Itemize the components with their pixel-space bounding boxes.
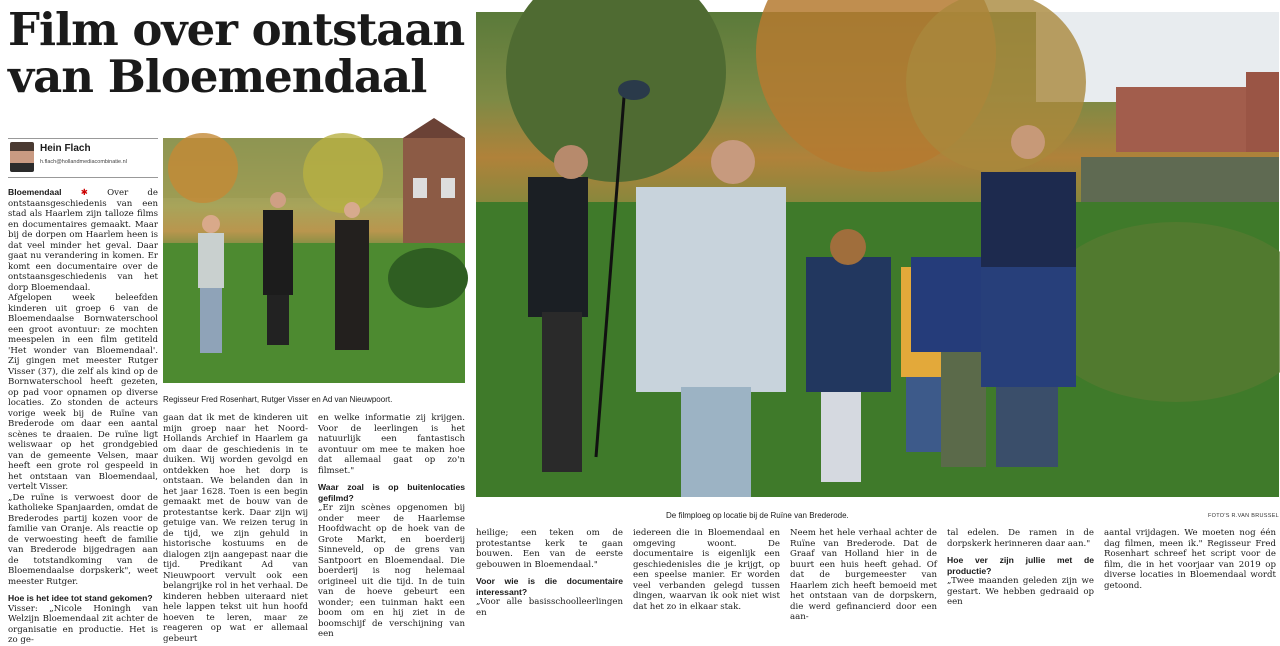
paragraph: en welke informatie zij krijgen. Voor de leerlingen is het natuurlijk een fantastisch avontuur om mee te maken hoe dat allemaal gaat op zo'n filmset." xyxy=(318,413,465,476)
article-column-3 xyxy=(318,413,465,639)
photo-caption-large: De filmploeg op locatie bij de Ruïne van Brederode. xyxy=(666,511,849,520)
author-email[interactable]: h.flach@hollandmediacombinatie.nl xyxy=(40,159,127,165)
article-column-1 xyxy=(8,187,158,645)
author-name: Hein Flach xyxy=(40,143,91,154)
paragraph: aantal vrijdagen. We moeten nog één dag filmen, meen ik." Regisseur Fred Rosenhart schreef het script voor de film, die in het voorjaar van 2019 op diverse locaties in Bloemendaal wordt getoond. xyxy=(1104,528,1276,591)
article-column-4 xyxy=(476,528,623,618)
paragraph: „De ruïne is verwoest door de katholieke Spanjaarden, omdat de Brederodes partij kozen voor de familie van Oranje. Als reactie op de verwoesting heeft de familie van Brederode bijgedragen aan de totstandkoming van de Bloemendaalse dorpskerk", weet meester Rutger. xyxy=(8,492,158,587)
paragraph: Over de ontstaansgeschiedenis van een stad als Haarlem zijn talloze films en documentaires gemaakt. Maar bij de dorpen om Haarlem heen is dat veel minder het geval. Daar gaat nu verandering in komen. Er komt een documentaire over de ontstaansgeschiedenis van het dorp Bloemendaal. xyxy=(8,188,158,293)
photo-director-teacher-pastor xyxy=(163,138,465,383)
article-column-5 xyxy=(633,528,780,612)
photo-caption-small: Regisseur Fred Rosenhart, Rutger Visser en Ad van Nieuwpoort. xyxy=(163,395,393,404)
paragraph: heilige; een teken om de protestantse kerk te gaan bouwen. Een van de eerste gebouwen in Bloemendaal." xyxy=(476,528,623,570)
interview-question: Waar zoal is op buitenlocaties gefilmd? xyxy=(318,482,465,503)
byline xyxy=(8,138,158,178)
article-column-8 xyxy=(1104,528,1276,609)
article-column-7 xyxy=(947,528,1094,609)
paragraph: tal edelen. De ramen in de dorpskerk herinneren daar aan." xyxy=(947,528,1094,549)
avatar xyxy=(10,142,34,172)
interview-question: Hoe is het idee tot stand gekomen? xyxy=(8,593,153,603)
interview-question: Voor wie is die documentaire interessant? xyxy=(476,576,623,597)
photo-illustration xyxy=(476,12,1279,497)
paragraph: Neem het hele verhaal achter de Ruïne van Brederode. Dat de Graaf van Holland hier in de buurt een huis heeft gehad. Of dat de burgemeester van Haarlem zich heeft bemoeid met het ontstaan van de dorpskern, die werd gefinancierd door een aan- xyxy=(790,528,937,622)
paragraph: Visser: „Nicole Honingh van Welzijn Bloemendaal zit achter de organisatie en productie. Het is zo ge- xyxy=(8,603,158,645)
paragraph: Afgelopen week beleefden kinderen uit groep 6 van de Bloemendaalse Bornwaterschool een groot avontuur: ze mochten meespelen in een film getiteld 'Het wonder van Bloemendaal'. Zij gingen met meester Rutger Visser (37), die zelf als kind op de Bornwaterschool heeft gezeten, op pad voor opnamen op diverse locaties. Zo stonden de acteurs vorige week bij de Ruïne van Brederode om daar een aantal scènes te draaien. De ruïne ligt weliswaar op het grondgebied van de gemeente Velsen, maar heeft een grote rol gespeeld in het ontstaan van Bloemendaal, vertelt Visser. xyxy=(8,293,158,492)
photo-credit: FOTO'S R.VAN BRUSSEL xyxy=(1208,513,1280,519)
paragraph: „Voor alle basisschoolleerlingen en xyxy=(476,597,623,618)
article-column-2 xyxy=(163,413,308,644)
paragraph: gaan dat ik met de kinderen uit mijn groep naar het Noord-Hollands Archief in Haarlem ga om daar de geschiedenis in te duiken. Wij worden gevolgd en ontdekken hoe het dorp is ontstaan. We belanden dan in het jaar 1628. Toen is een begin gemaakt met de bouw van de protestantse kerk. Daar zijn wij getuige van. We reizen terug in de tijd, we zijn gehuld in historische kostuums en de dialogen zijn aangepast naar die tijd. Predikant Ad van Nieuwpoort vervult ook een belangrijke rol in het verhaal. De kinderen hebben uiteraard niet hele lappen tekst uit hun hoofd hoeven te leren, maar ze reageren op wat er allemaal gebeurt xyxy=(163,413,308,644)
paragraph: „Er zijn scènes opgenomen bij onder meer de Haarlemse Hoofdwacht op de hoek van de Grote Markt, en boerderij Sinneveld, op de grens van Santpoort en Bloemendaal. Die boerderij is nog helemaal origineel uit die tijd. In de tuin van de hoeve gebeurt een wonder; een tuinman hakt een boom om en hij ziet in de boomschijf de verschijning van een xyxy=(318,503,465,639)
paragraph: „Twee maanden geleden zijn we gestart. We hebben gedraaid op een xyxy=(947,576,1094,607)
paragraph: iedereen die in Bloemendaal en omgeving woont. De documentaire is eigenlijk een geschiedenisles die je krijgt, op een speelse manier. Er worden veel verbanden gelegd tussen dingen, waarvan ik ook niet wist dat het zo in elkaar stak. xyxy=(633,528,780,612)
interview-question: Hoe ver zijn jullie met de productie? xyxy=(947,555,1094,576)
photo-film-crew-ruin xyxy=(476,12,1279,497)
dateline: Bloemendaal xyxy=(8,187,62,197)
headline-line1: Film over ontstaan xyxy=(8,3,465,56)
dateline-star-icon: ✱ xyxy=(80,188,88,198)
photo-illustration xyxy=(163,138,465,383)
article-column-6 xyxy=(790,528,937,622)
headline-line2: van Bloemendaal xyxy=(8,50,427,103)
headline xyxy=(8,3,468,103)
